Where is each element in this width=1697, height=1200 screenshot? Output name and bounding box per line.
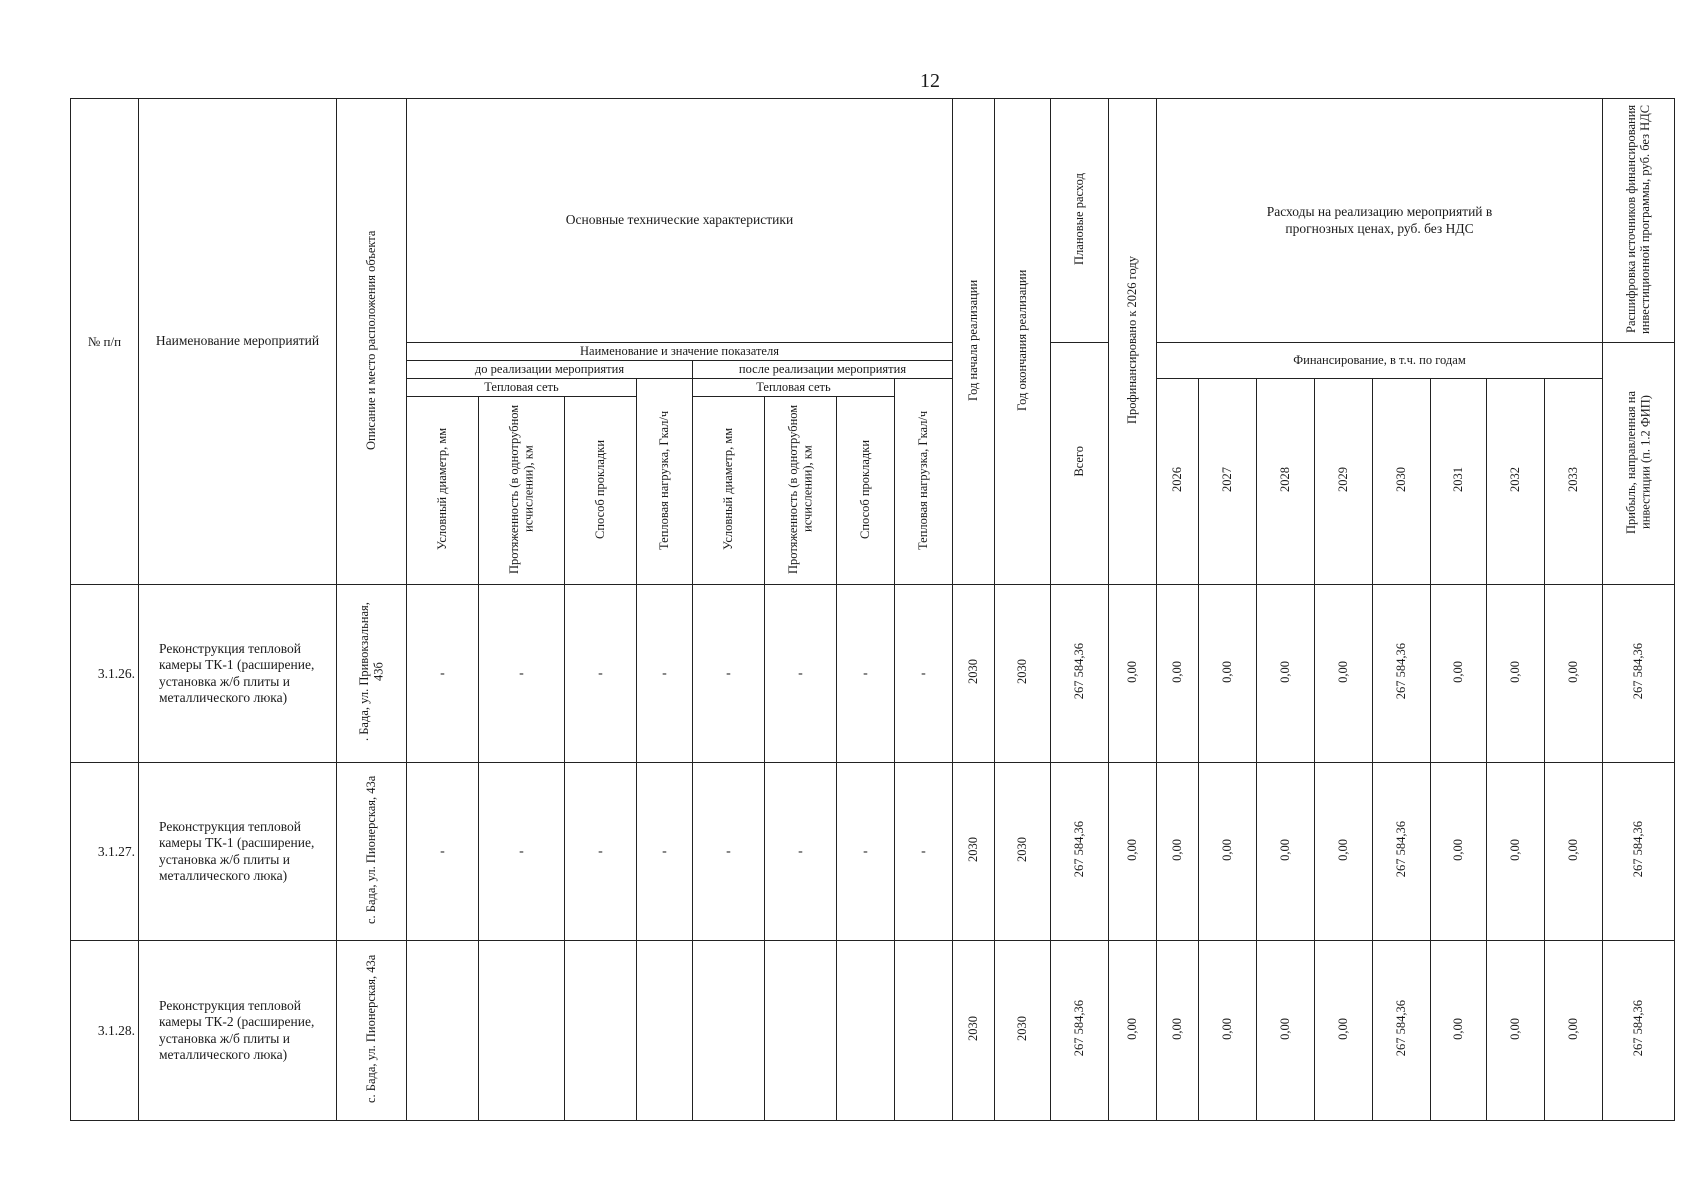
row-year-value: 0,00	[1431, 941, 1487, 1121]
row-year-end: 2030	[995, 941, 1051, 1121]
header-num: № п/п	[71, 99, 139, 585]
header-location: Описание и место расположения объекта	[337, 99, 407, 585]
row-year-start: 2030	[953, 941, 995, 1121]
row-total: 267 584,36	[1051, 763, 1109, 941]
row-year-value: 0,00	[1431, 585, 1487, 763]
row-location: с. Бада, ул. Пионерская, 43а	[337, 763, 407, 941]
header-year-2031: 2031	[1431, 379, 1487, 585]
row-tech: -	[479, 585, 565, 763]
row-year-value: 0,00	[1487, 585, 1545, 763]
row-year-value: 0,00	[1487, 763, 1545, 941]
row-prefinanced: 0,00	[1109, 941, 1157, 1121]
investment-table	[70, 98, 1675, 1121]
header-heat-net-before: Тепловая сеть	[407, 379, 637, 397]
row-tech: -	[765, 763, 837, 941]
row-tech	[407, 941, 479, 1121]
header-year-end: Год окончания реализации	[995, 99, 1051, 585]
row-tech	[479, 941, 565, 1121]
header-sources: Расшифровка источников финансирования инвестиционной программы, руб. без НДС	[1603, 99, 1675, 343]
header-year-2026: 2026	[1157, 379, 1199, 585]
row-year-value: 267 584,36	[1373, 585, 1431, 763]
row-year-value: 0,00	[1315, 763, 1373, 941]
row-year-value: 0,00	[1157, 941, 1199, 1121]
header-diameter-before: Условный диаметр, мм	[407, 397, 479, 585]
row-year-value: 0,00	[1545, 763, 1603, 941]
row-tech: -	[637, 585, 693, 763]
header-year-start: Год начала реализации	[953, 99, 995, 585]
row-year-value: 0,00	[1431, 763, 1487, 941]
row-year-value: 0,00	[1199, 763, 1257, 941]
row-name: Реконструкция тепловой камеры ТК-1 (расширение, установка ж/б плиты и металлического люка)	[139, 585, 337, 763]
row-prefinanced: 0,00	[1109, 585, 1157, 763]
row-year-value: 0,00	[1257, 941, 1315, 1121]
header-tech: Основные технические характеристики	[407, 99, 953, 343]
header-heat-load-before: Тепловая нагрузка, Гкал/ч	[637, 379, 693, 585]
row-tech: -	[407, 763, 479, 941]
table-row	[71, 585, 1675, 763]
row-year-value: 0,00	[1157, 585, 1199, 763]
header-length-after: Протяженность (в однотрубном исчислении), км	[765, 397, 837, 585]
header-prefinanced: Профинансировано к 2026 году	[1109, 99, 1157, 585]
row-profit: 267 584,36	[1603, 763, 1675, 941]
row-tech	[565, 941, 637, 1121]
header-financing: Финансирование, в т.ч. по годам	[1157, 343, 1603, 379]
header-year-2027: 2027	[1199, 379, 1257, 585]
header-name: Наименование мероприятий	[139, 99, 337, 585]
row-tech	[895, 941, 953, 1121]
row-num: 3.1.27.	[71, 763, 139, 941]
header-length-before: Протяженность (в однотрубном исчислении), км	[479, 397, 565, 585]
header-year-2029: 2029	[1315, 379, 1373, 585]
header-indicator: Наименование и значение показателя	[407, 343, 953, 361]
header-expenses: Расходы на реализацию мероприятий в прогнозных ценах, руб. без НДС	[1157, 99, 1603, 343]
row-tech	[765, 941, 837, 1121]
row-location: . Бада, ул. Привокзальная, 43б	[337, 585, 407, 763]
row-year-value: 267 584,36	[1373, 763, 1431, 941]
row-tech: -	[765, 585, 837, 763]
header-heat-net-after: Тепловая сеть	[693, 379, 895, 397]
row-year-value: 0,00	[1157, 763, 1199, 941]
row-tech	[637, 941, 693, 1121]
header-profit: Прибыль, направленная на инвестиции (п. 1.2 ФИП)	[1603, 343, 1675, 585]
header-plan: Плановые расход	[1051, 99, 1109, 343]
header-year-2032: 2032	[1487, 379, 1545, 585]
row-year-start: 2030	[953, 585, 995, 763]
header-laying-before: Способ прокладки	[565, 397, 637, 585]
row-year-value: 0,00	[1545, 585, 1603, 763]
row-year-value: 267 584,36	[1373, 941, 1431, 1121]
row-profit: 267 584,36	[1603, 941, 1675, 1121]
row-tech: -	[895, 585, 953, 763]
row-year-value: 0,00	[1315, 585, 1373, 763]
row-tech	[837, 941, 895, 1121]
page-number: 12	[920, 70, 940, 92]
row-year-value: 0,00	[1545, 941, 1603, 1121]
row-year-value: 0,00	[1257, 585, 1315, 763]
row-year-end: 2030	[995, 763, 1051, 941]
row-tech: -	[637, 763, 693, 941]
row-num: 3.1.28.	[71, 941, 139, 1121]
row-num: 3.1.26.	[71, 585, 139, 763]
row-total: 267 584,36	[1051, 941, 1109, 1121]
row-tech: -	[479, 763, 565, 941]
row-name: Реконструкция тепловой камеры ТК-2 (расширение, установка ж/б плиты и металлического люка)	[139, 941, 337, 1121]
header-before: до реализации мероприятия	[407, 361, 693, 379]
header-total: Всего	[1051, 343, 1109, 585]
row-year-value: 0,00	[1487, 941, 1545, 1121]
row-tech: -	[895, 763, 953, 941]
row-year-value: 0,00	[1199, 585, 1257, 763]
row-tech: -	[837, 763, 895, 941]
row-tech: -	[693, 763, 765, 941]
row-tech: -	[837, 585, 895, 763]
row-tech	[693, 941, 765, 1121]
row-year-value: 0,00	[1199, 941, 1257, 1121]
header-diameter-after: Условный диаметр, мм	[693, 397, 765, 585]
row-tech: -	[407, 585, 479, 763]
row-profit: 267 584,36	[1603, 585, 1675, 763]
header-laying-after: Способ прокладки	[837, 397, 895, 585]
row-year-value: 0,00	[1315, 941, 1373, 1121]
row-year-end: 2030	[995, 585, 1051, 763]
table-row	[71, 763, 1675, 941]
row-name: Реконструкция тепловой камеры ТК-1 (расширение, установка ж/б плиты и металлического люка)	[139, 763, 337, 941]
row-tech: -	[565, 763, 637, 941]
row-tech: -	[565, 585, 637, 763]
row-tech: -	[693, 585, 765, 763]
header-after: после реализации мероприятия	[693, 361, 953, 379]
row-location: с. Бада, ул. Пионерская, 43а	[337, 941, 407, 1121]
table-row	[71, 941, 1675, 1121]
row-year-start: 2030	[953, 763, 995, 941]
row-total: 267 584,36	[1051, 585, 1109, 763]
header-year-2028: 2028	[1257, 379, 1315, 585]
row-prefinanced: 0,00	[1109, 763, 1157, 941]
header-year-2033: 2033	[1545, 379, 1603, 585]
row-year-value: 0,00	[1257, 763, 1315, 941]
header-year-2030: 2030	[1373, 379, 1431, 585]
header-heat-load-after: Тепловая нагрузка, Гкал/ч	[895, 379, 953, 585]
